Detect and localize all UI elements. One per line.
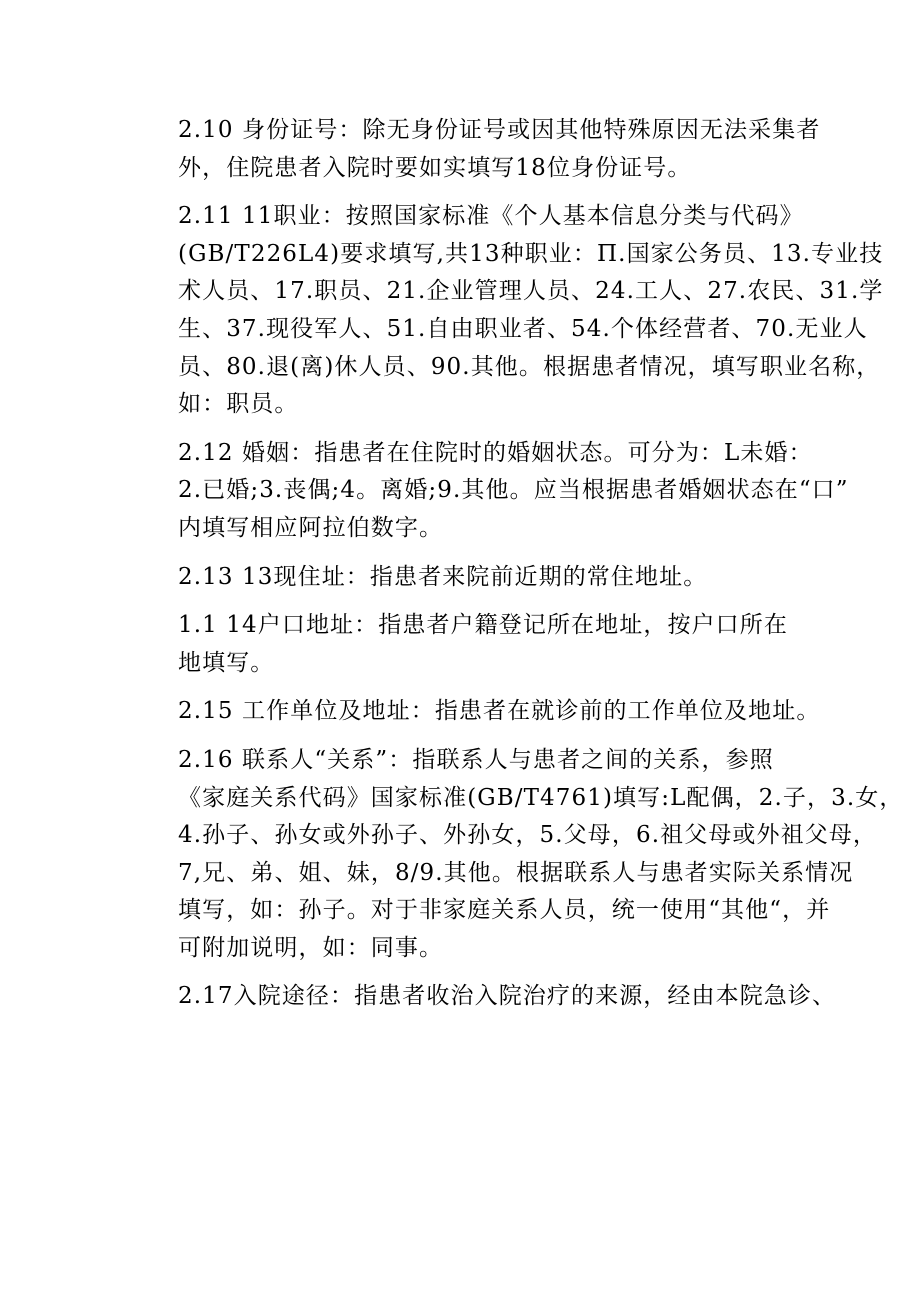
text-line: 2.13 13现住址：指患者来院前近期的常住地址。	[178, 563, 708, 590]
text-line: 2.12 婚姻：指患者在住院时的婚姻状态。可分为：L未婚：	[178, 439, 813, 466]
text-line: 可附加说明，如：同事。	[178, 934, 444, 961]
text-line: (GB/T226L4)要求填写,共13种职业：Π.国家公务员、13.专业技	[178, 240, 884, 267]
paragraph-current-address	[132, 559, 798, 597]
paragraph-admission-route	[132, 978, 837, 1016]
text-line: 内填写相应阿拉伯数字。	[178, 514, 444, 541]
paragraph-contact-relation	[132, 742, 904, 968]
text-line: 2.16 联系人“关系”：指联系人与患者之间的关系，参照	[178, 746, 774, 773]
paragraph-household-address	[132, 607, 798, 682]
text-line: 1.1 14户口地址：指患者户籍登记所在地址，按户口所在	[178, 612, 788, 639]
text-line: 《家庭关系代码》国家标准(GB/T4761)填写:L配偶，2.子，3.女，	[178, 784, 904, 811]
text-line: 填写，如：孙子。对于非家庭关系人员，统一使用“其他“，并	[178, 897, 831, 924]
text-line: 生、37.现役军人、51.自由职业者、54.个体经营者、70.无业人	[178, 315, 868, 342]
text-line: 2.10 身份证号：除无身份证号或因其他特殊原因无法采集者	[178, 117, 821, 143]
text-line: 2.已婚;3.丧偶;4。离婚;9.其他。应当根据患者婚姻状态在“口”	[178, 477, 849, 504]
text-line: 员、80.退(离)休人员、90.其他。根据患者情况，填写职业名称，	[178, 353, 881, 380]
text-line: 2.15 工作单位及地址：指患者在就诊前的工作单位及地址。	[178, 698, 821, 725]
text-line: 7,兄、弟、姐、妹，8/9.其他。根据联系人与患者实际关系情况	[178, 859, 854, 886]
document-body	[132, 112, 904, 1027]
paragraph-occupation	[132, 198, 884, 424]
text-line: 2.17入院途径：指患者收治入院治疗的来源，经由本院急诊、	[178, 983, 837, 1010]
text-line: 如：职员。	[178, 391, 299, 418]
text-line: 外，住院患者入院时要如实填写18位身份证号。	[178, 154, 692, 181]
text-line: 术人员、17.职员、21.企业管理人员、24.工人、27.农民、31.学	[178, 278, 884, 305]
text-line: 2.11 11职业：按照国家标准《个人基本信息分类与代码》	[178, 203, 804, 230]
paragraph-id-number	[132, 112, 821, 187]
text-line: 4.孙子、孙女或外孙子、外孙女，5.父母，6.祖父母或外祖父母，	[178, 822, 878, 849]
paragraph-marriage	[132, 435, 849, 548]
paragraph-workplace	[132, 693, 821, 731]
text-line: 地填写。	[178, 649, 275, 676]
